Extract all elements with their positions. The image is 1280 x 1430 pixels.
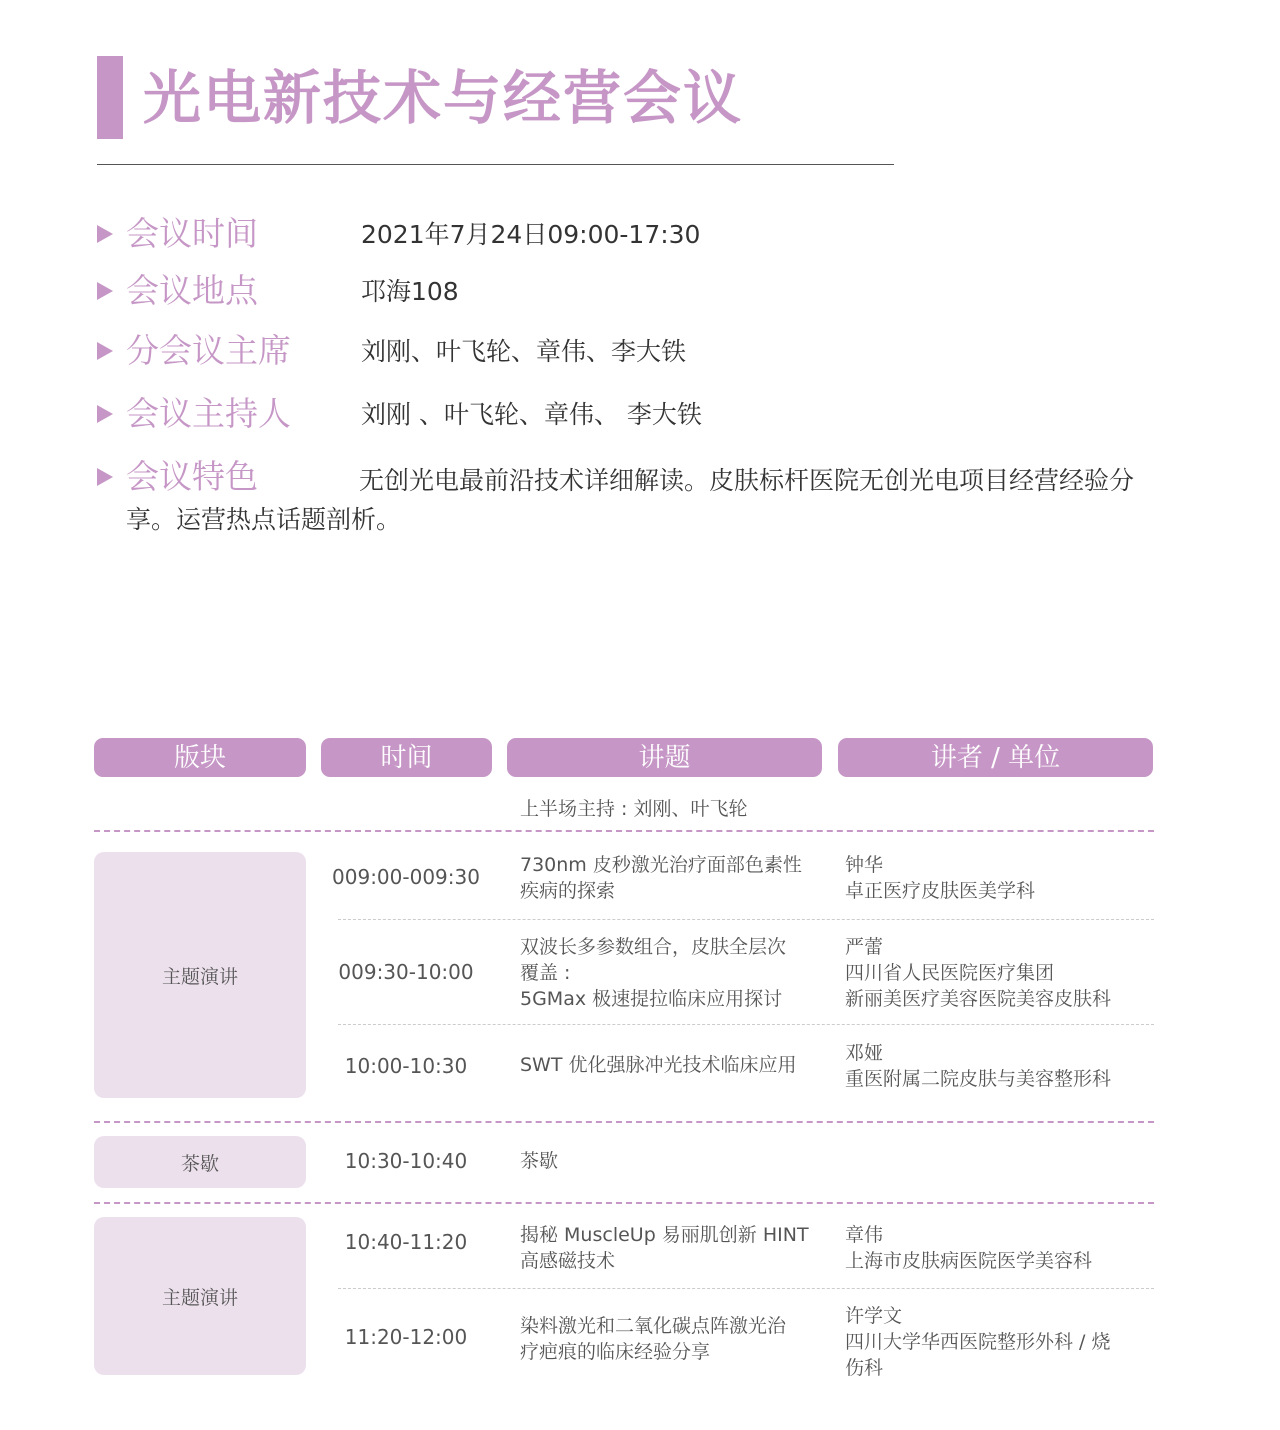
speaker-org: 上海市皮肤病医院医学美容科 xyxy=(845,1250,1093,1272)
header-speaker: 讲者 / 单位 xyxy=(838,738,1153,777)
time-cell: 009:00-009:30 xyxy=(332,865,480,889)
time-cell: 10:40-11:20 xyxy=(344,1230,468,1254)
topic-cell xyxy=(520,852,832,904)
speaker-org: 新丽美医疗美容医院美容皮肤科 xyxy=(845,988,1112,1010)
info-label-chair: 分会议主席 xyxy=(126,331,291,370)
header-block: 版块 xyxy=(94,738,306,777)
section-divider xyxy=(94,1121,1154,1123)
speaker-cell xyxy=(845,934,1150,1012)
time-cell: 10:00-10:30 xyxy=(344,1054,468,1078)
section-divider xyxy=(94,1202,1154,1204)
triangle-bullet-icon xyxy=(97,225,113,243)
speaker-cell xyxy=(845,1222,1150,1274)
block-cell: 主题演讲 xyxy=(94,852,306,1098)
topic-cell xyxy=(520,934,832,1012)
row-divider xyxy=(338,1288,1154,1289)
topic-line: 730nm 皮秒激光治疗面部色素性 xyxy=(520,854,802,876)
topic-line: 染料激光和二氧化碳点阵激光治 xyxy=(520,1315,787,1337)
info-label-feature: 会议特色 xyxy=(126,457,258,496)
topic-line: 疗疤痕的临床经验分享 xyxy=(520,1341,711,1363)
topic-line: 疾病的探索 xyxy=(520,880,616,902)
row-divider xyxy=(338,919,1154,920)
topic-line: 茶歇 xyxy=(520,1150,559,1172)
speaker-org: 卓正医疗皮肤医美学科 xyxy=(845,880,1036,902)
time-cell: 009:30-10:00 xyxy=(338,960,474,984)
header-topic: 讲题 xyxy=(507,738,822,777)
row-divider xyxy=(338,1024,1154,1025)
section-divider xyxy=(94,830,1154,832)
speaker-cell xyxy=(845,1040,1150,1092)
speaker-org: 重医附属二院皮肤与美容整形科 xyxy=(845,1068,1112,1090)
triangle-bullet-icon xyxy=(97,468,113,486)
speaker-name: 严蕾 xyxy=(845,936,884,958)
info-label-time: 会议时间 xyxy=(126,214,258,253)
triangle-bullet-icon xyxy=(97,282,113,300)
triangle-bullet-icon xyxy=(97,405,113,423)
speaker-org: 四川大学华西医院整形外科 / 烧 xyxy=(845,1331,1111,1353)
speaker-name: 章伟 xyxy=(845,1224,884,1246)
header-time: 时间 xyxy=(321,738,492,777)
info-value-time: 2021年7月24日09:00-17:30 xyxy=(361,220,701,249)
info-label-host: 会议主持人 xyxy=(126,394,291,433)
block-cell: 主题演讲 xyxy=(94,1217,306,1375)
info-value-chair: 刘刚、叶飞轮、章伟、李大铁 xyxy=(361,337,687,366)
info-label-place: 会议地点 xyxy=(126,271,258,310)
topic-cell xyxy=(520,1222,832,1274)
triangle-bullet-icon xyxy=(97,342,113,360)
speaker-cell xyxy=(845,1303,1150,1381)
time-cell: 10:30-10:40 xyxy=(344,1149,468,1173)
title-accent-bar xyxy=(97,56,123,139)
block-cell: 茶歇 xyxy=(94,1136,306,1188)
speaker-org: 伤科 xyxy=(845,1357,884,1379)
topic-line: 5GMax 极速提拉临床应用探讨 xyxy=(520,988,783,1010)
moderator-note: 上半场主持 : 刘刚、叶飞轮 xyxy=(520,798,748,820)
page-title: 光电新技术与经营会议 xyxy=(143,64,744,132)
info-value-feature: 无创光电最前沿技术详细解读。皮肤标杆医院无创光电项目经营经验分享。运营热点话题剖析。 xyxy=(126,466,1135,534)
time-cell: 11:20-12:00 xyxy=(344,1325,468,1349)
info-value-host: 刘刚 、叶飞轮、章伟、 李大铁 xyxy=(361,400,702,429)
info-value-place: 邛海108 xyxy=(361,277,459,306)
speaker-cell xyxy=(845,852,1150,904)
topic-line: 高感磁技术 xyxy=(520,1250,616,1272)
speaker-name: 邓娅 xyxy=(845,1042,884,1064)
title-divider xyxy=(97,164,894,165)
speaker-name: 钟华 xyxy=(845,854,884,876)
topic-line: SWT 优化强脉冲光技术临床应用 xyxy=(520,1054,797,1076)
speaker-name: 许学文 xyxy=(845,1305,903,1327)
topic-line: 揭秘 MuscleUp 易丽肌创新 HINT xyxy=(520,1224,809,1246)
speaker-org: 四川省人民医院医疗集团 xyxy=(845,962,1055,984)
topic-cell xyxy=(520,1313,832,1365)
topic-line: 覆盖 : xyxy=(520,962,571,984)
topic-line: 双波长多参数组合，皮肤全层次 xyxy=(520,936,787,958)
topic-cell xyxy=(520,1148,832,1174)
topic-cell xyxy=(520,1052,832,1078)
